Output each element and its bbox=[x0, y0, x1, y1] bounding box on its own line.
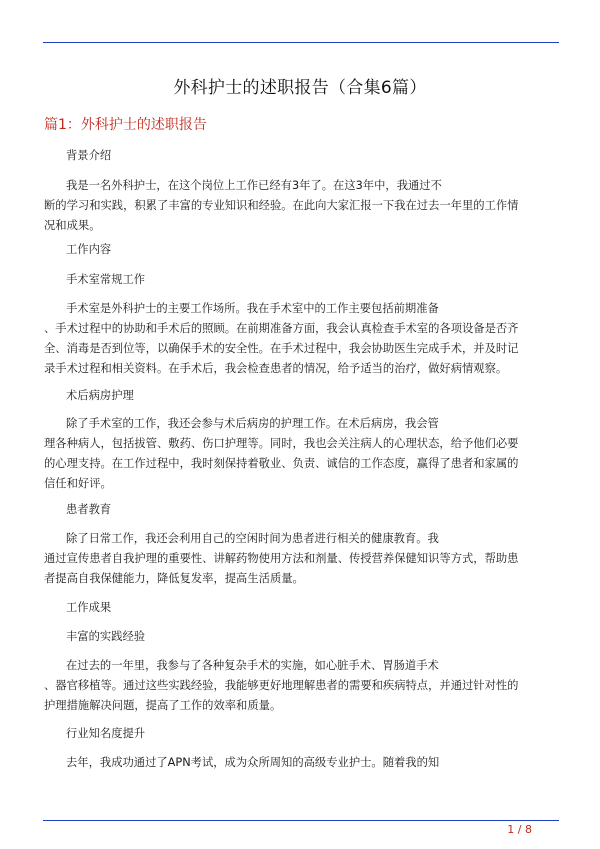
paragraph-line: 我是一名外科护士，在这个岗位上工作已经有3年了。在这3年中，我通过不 bbox=[66, 179, 442, 192]
paragraph-line: 护理措施解决问题，提高了工作的效率和质量。 bbox=[44, 699, 282, 712]
subheading-work-content: 工作内容 bbox=[66, 243, 112, 256]
paragraph-line: 的心理支持。在工作过程中，我时刻保持着敬业、负责、诚信的工作态度，赢得了患者和家属的 bbox=[44, 457, 519, 470]
document-title: 外科护士的述职报告（合集6篇） bbox=[173, 78, 427, 98]
paragraph-line: 理各种病人，包括拔管、敷药、伤口护理等。同时，我也会关注病人的心理状态，给予他们必要 bbox=[44, 437, 519, 450]
subheading-postop-ward: 术后病房护理 bbox=[66, 389, 134, 402]
paragraph-line: 录手术过程和相关资料。在手术后，我会检查患者的情况，给予适当的治疗，做好病情观察。 bbox=[44, 362, 508, 375]
page-number: 1 / 8 bbox=[507, 823, 532, 836]
paragraph-line: 信任和好评。 bbox=[44, 477, 112, 490]
paragraph-line: 除了日常工作，我还会利用自己的空闲时间为患者进行相关的健康教育。我 bbox=[66, 532, 439, 545]
subheading-patient-education: 患者教育 bbox=[66, 503, 112, 516]
subheading-background: 背景介绍 bbox=[66, 149, 112, 162]
paragraph-line: 况和成果。 bbox=[44, 219, 101, 232]
paragraph-line: 全、消毒是否到位等，以确保手术的安全性。在手术过程中，我会协助医生完成手术，并及时记 bbox=[44, 342, 519, 355]
subheading-practical-experience: 丰富的实践经验 bbox=[66, 630, 146, 643]
paragraph-line: 断的学习和实践，积累了丰富的专业知识和经验。在此向大家汇报一下我在过去一年里的工作情 bbox=[44, 199, 519, 212]
paragraph-line: 、手术过程中的协助和手术后的照顾。在前期准备方面，我会认真检查手术室的各项设备是否齐 bbox=[44, 322, 519, 335]
subheading-operating-room: 手术室常规工作 bbox=[66, 273, 146, 286]
header-rule bbox=[43, 42, 559, 43]
footer-rule bbox=[43, 820, 559, 821]
subheading-work-results: 工作成果 bbox=[66, 601, 112, 614]
paragraph-line: 除了手术室的工作，我还会参与术后病房的护理工作。在术后病房，我会管 bbox=[66, 417, 439, 430]
subheading-industry-reputation: 行业知名度提升 bbox=[66, 727, 146, 740]
paragraph-line: 者提高自我保健能力，降低复发率，提高生活质量。 bbox=[44, 572, 304, 585]
section-heading: 篇1：外科护士的述职报告 bbox=[44, 117, 207, 133]
paragraph-line: 通过宣传患者自我护理的重要性、讲解药物使用方法和剂量、传授营养保健知识等方式，帮助患 bbox=[44, 552, 519, 565]
paragraph-line: 去年，我成功通过了APN考试，成为众所周知的高级专业护士。随着我的知 bbox=[66, 756, 440, 769]
paragraph-line: 、器官移植等。通过这些实践经验，我能够更好地理解患者的需要和疾病特点，并通过针对性的 bbox=[44, 679, 519, 692]
paragraph-line: 在过去的一年里，我参与了各种复杂手术的实施，如心脏手术、胃肠道手术 bbox=[66, 659, 439, 672]
paragraph-line: 手术室是外科护士的主要工作场所。我在手术室中的工作主要包括前期准备 bbox=[66, 302, 439, 315]
